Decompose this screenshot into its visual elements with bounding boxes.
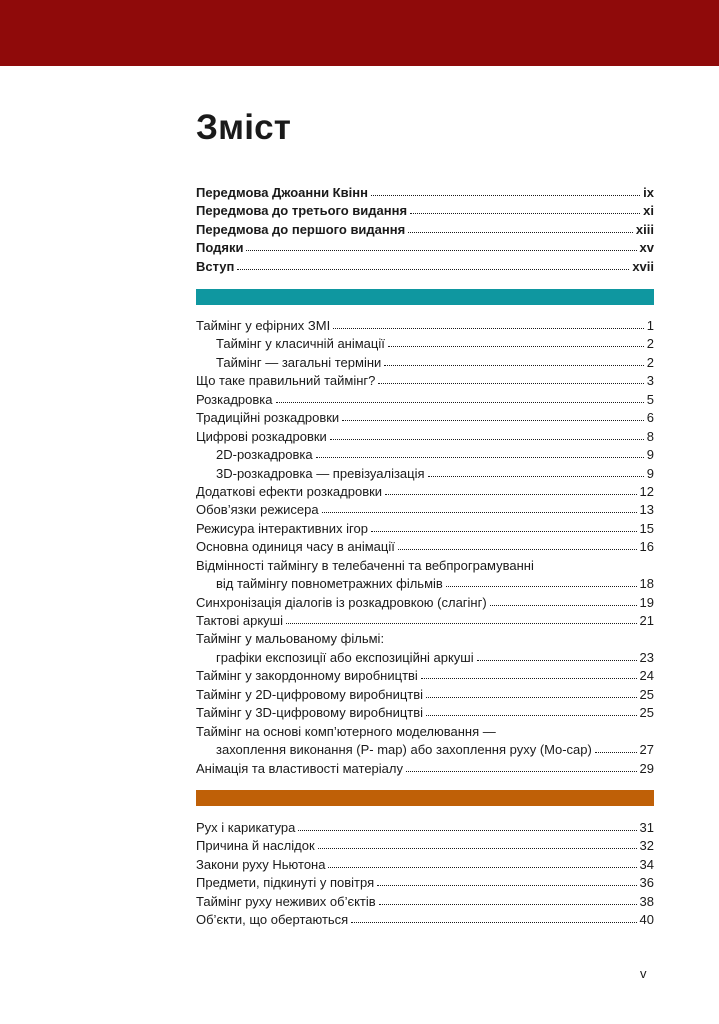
toc-entry-page: 13 [639,502,654,518]
header-band [0,0,719,66]
toc-entry-page: 25 [639,705,654,721]
toc-entry-title: Таймінг у 2D-цифровому виробництві [196,686,424,702]
toc-entry-continuation[interactable] [196,650,654,668]
toc-entry-title: Таймінг у ефірних ЗМІ [196,318,331,333]
toc-entry-title: Рух і карикатура [196,820,296,835]
dot-leader [328,867,636,868]
dot-leader [421,678,637,679]
dot-leader [490,605,637,606]
toc-entry[interactable] [196,466,654,484]
dot-leader [406,771,637,772]
toc-entry-continuation[interactable] [196,576,654,594]
toc-entry-title: Таймінг руху неживих об’єктів [196,893,376,909]
toc-entry-page: xiii [635,221,654,237]
toc-entry-title: Подяки [196,240,244,256]
toc-entry-title: Анімація та властивості матеріалу [196,760,403,776]
dot-leader [316,457,644,458]
toc-entry-page: 5 [646,391,654,407]
dot-leader [276,402,644,403]
part-2-list [196,820,654,931]
toc-entry[interactable] [196,668,654,686]
toc-entry-title: 2D-розкадровка [216,447,313,463]
toc-entry-page: 9 [646,447,654,463]
toc-entry-title: Причина й наслідок [196,838,315,854]
toc-entry-page: 3 [646,373,654,389]
toc-entry-title: Вступ [196,258,235,274]
toc-entry-title: Закони руху Ньютона [196,856,326,872]
toc-entry-page: 29 [639,760,654,776]
toc-entry-page: 12 [639,483,654,499]
dot-leader [410,213,640,214]
dot-leader [446,586,637,587]
toc-entry-page: 1 [646,318,654,333]
toc-entry[interactable] [196,373,654,391]
toc-entry-title: Об’єкти, що обертаються [196,912,349,928]
toc-entry[interactable] [196,355,654,373]
toc-entry-title: Передмова до третього видання [196,203,408,219]
toc-entry[interactable] [196,410,654,428]
toc-entry-page: 38 [639,893,654,909]
toc-entry-page: xv [639,240,654,256]
toc-entry-page: 8 [646,428,654,444]
toc-entry-page: 31 [639,820,654,835]
toc-entry-page: 34 [639,856,654,872]
dot-leader [408,232,633,233]
dot-leader [426,715,637,716]
toc-entry[interactable] [196,185,654,203]
toc-entry[interactable] [196,838,654,856]
page-title: Зміст [196,108,292,147]
toc-entry-title: захоплення виконання (P- map) або захоплення руху (Mo-cap) [216,742,592,758]
toc-entry-title: Таймінг на основі комп’ютерного моделювання — [196,723,496,739]
dot-leader [342,420,644,421]
toc-entry-page: 36 [639,875,654,891]
part-1-list [196,318,654,779]
toc-entry-first-line[interactable] [196,558,654,576]
dot-leader [351,922,636,923]
toc-entry[interactable] [196,240,654,258]
toc-entry-title: Таймінг у класичній анімації [216,336,385,352]
toc-entry[interactable] [196,203,654,221]
dot-leader [379,904,637,905]
toc-entry-page: 15 [639,520,654,536]
toc-entry[interactable] [196,539,654,557]
toc-entry-title: Розкадровка [196,391,273,407]
page-number: v [640,966,647,981]
toc-entry-title: Предмети, підкинуті у повітря [196,875,375,891]
dot-leader [377,885,636,886]
toc-entry-page: 23 [639,649,654,665]
dot-leader [384,365,643,366]
toc-entry-title: Тактові аркуші [196,613,283,628]
part-2-bar [196,790,654,806]
dot-leader [318,848,637,849]
toc-entry-title: Передмова Джоанни Квінн [196,185,368,200]
dot-leader [246,250,636,251]
toc-entry-title: Обов’язки режисера [196,502,319,518]
dot-leader [286,623,637,624]
toc-entry-title: Цифрові розкадровки [196,428,327,444]
toc-entry[interactable] [196,502,654,520]
toc-entry[interactable] [196,595,654,613]
toc-entry-page: 25 [639,686,654,702]
toc-entry-title: Відмінності таймінгу в телебаченні та вебпрограмуванні [196,557,534,573]
toc-entry-title: Що таке правильний таймінг? [196,373,376,389]
toc-entry-title: Таймінг у закордонному виробництві [196,668,418,684]
dot-leader [385,494,636,495]
toc-entry-title: Передмова до першого видання [196,221,406,237]
toc-entry-continuation[interactable] [196,742,654,760]
toc-entry-page: 27 [639,742,654,758]
toc-entry-first-line[interactable] [196,631,654,649]
toc-entry-page: 16 [639,539,654,555]
dot-leader [371,531,637,532]
dot-leader [322,512,637,513]
toc-entry-page: 18 [639,576,654,592]
toc-entry-title: Таймінг — загальні терміни [216,354,382,370]
toc-entry-title: Основна одиниця часу в анімації [196,539,395,555]
toc-entry-page: 19 [639,594,654,610]
toc-entry[interactable] [196,687,654,705]
dot-leader [333,328,644,329]
toc-entry[interactable] [196,613,654,631]
toc-entry-page: 32 [639,838,654,854]
toc-entry-page: 21 [639,613,654,628]
toc-entry[interactable] [196,392,654,410]
toc-entry-title: 3D-розкадровка — превізуалізація [216,465,425,481]
toc-entry-first-line[interactable] [196,724,654,742]
dot-leader [298,830,636,831]
toc-entry-page: 6 [646,410,654,426]
toc-entry[interactable] [196,259,654,277]
toc-entry-page: 40 [639,912,654,928]
dot-leader [398,549,637,550]
toc-entry[interactable] [196,894,654,912]
toc-entry[interactable] [196,447,654,465]
dot-leader [378,383,643,384]
toc-entry[interactable] [196,222,654,240]
toc-entry[interactable] [196,761,654,779]
toc-entry[interactable] [196,318,654,336]
toc-entry-page: xvii [632,258,654,274]
toc-entry[interactable] [196,705,654,723]
toc-entry-title: графіки експозиції або експозиційні аркуші [216,649,474,665]
toc-entry[interactable] [196,875,654,893]
dot-leader [428,476,644,477]
toc-entry-page: 9 [646,465,654,481]
dot-leader [426,697,637,698]
toc-entry-title: Традиційні розкадровки [196,410,340,426]
toc-entry-page: 24 [639,668,654,684]
toc-entry-title: Таймінг у 3D-цифровому виробництві [196,705,424,721]
toc-entry[interactable] [196,521,654,539]
toc-entry-page: xi [643,203,654,219]
toc-entry-title: Синхронізація діалогів із розкадровкою (слагінг) [196,594,487,610]
toc-entry-title: Таймінг у мальованому фільмі: [196,631,385,647]
part-1-bar [196,289,654,305]
front-matter-list [196,185,654,277]
toc-entry[interactable] [196,912,654,930]
toc-entry[interactable] [196,820,654,838]
toc-entry[interactable] [196,857,654,875]
dot-leader [477,660,637,661]
toc-entry-title: Додаткові ефекти розкадровки [196,483,383,499]
dot-leader [388,346,644,347]
dot-leader [595,752,637,753]
dot-leader [371,195,640,196]
toc-entry[interactable] [196,336,654,354]
dot-leader [237,269,629,270]
toc-entry-title: від таймінгу повнометражних фільмів [216,576,443,592]
toc-entry-page: 2 [646,336,654,352]
toc-entry-page: 2 [646,354,654,370]
toc-entry[interactable] [196,484,654,502]
dot-leader [330,439,644,440]
toc-entry-title: Режисура інтерактивних ігор [196,520,368,536]
toc-entry-page: ix [643,185,654,200]
toc-entry[interactable] [196,429,654,447]
